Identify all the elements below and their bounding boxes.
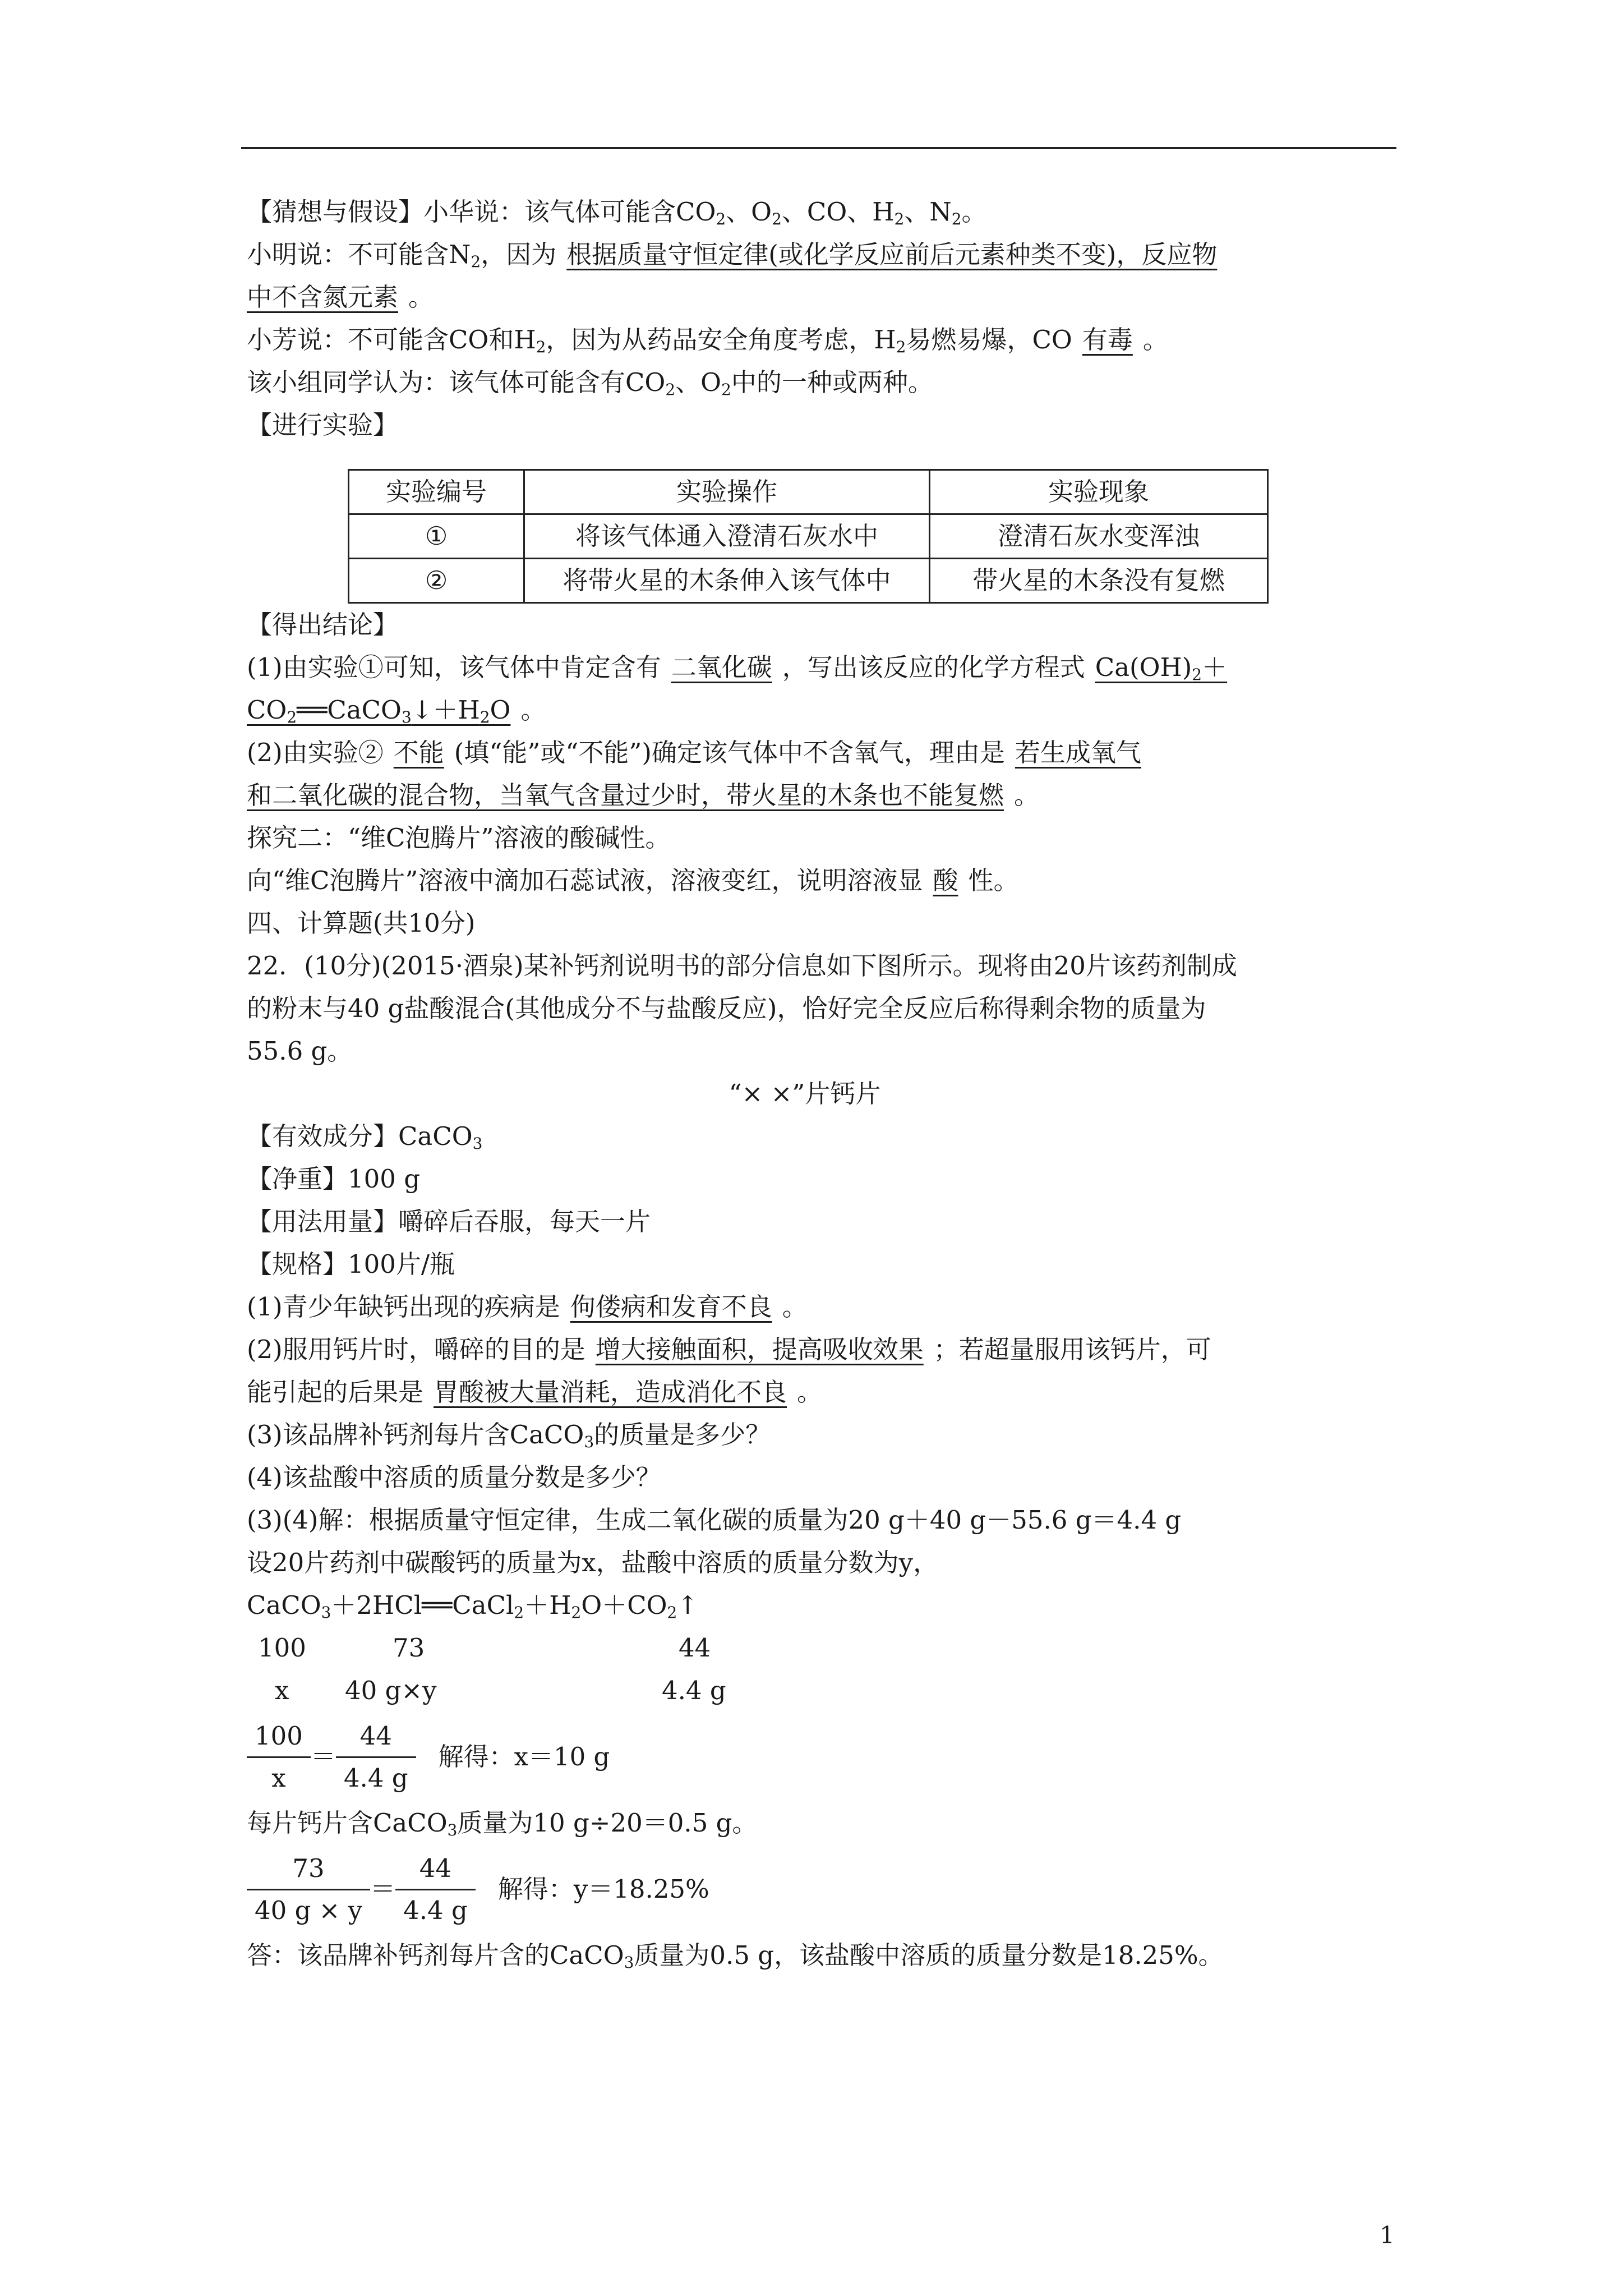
litmus-test: 向“维C泡腾片”溶液中滴加石蕊试液，溶液变红，说明溶液显 酸 性。 xyxy=(247,866,1019,895)
table-header-row: 实验编号 实验操作 实验现象 xyxy=(349,470,1268,514)
table-row: ② 将带火星的木条伸入该气体中 带火星的木条没有复燃 xyxy=(349,559,1268,603)
label-ingredient: 【有效成分】CaCO$_3$ xyxy=(247,1121,483,1153)
part-4: (4)该盐酸中溶质的质量分数是多少？ xyxy=(247,1462,661,1492)
part-3: (3)该品牌补钙剂每片含CaCO$_3$的质量是多少？ xyxy=(247,1420,771,1451)
answer-blank: 酸 xyxy=(933,866,958,895)
equation-blank: $Ca(OH)_2+$ xyxy=(1095,652,1228,684)
reaction-equation: $CaCO_3+2HCl══CaCl_2+H_2O+CO_2↑$ xyxy=(247,1590,699,1622)
answer-blank: 有毒 xyxy=(1082,325,1133,355)
solution-line-2: 设20片药剂中碳酸钙的质量为x，盐酸中溶质的质量分数为y， xyxy=(247,1548,939,1577)
label-spec: 【规格】100片/瓶 xyxy=(247,1249,455,1279)
hypothesis-xiaoming: 小明说：不可能含$N_2$，因为 根据质量守恒定律(或化学反应前后元素种类不变)，反应物 xyxy=(247,233,1396,276)
per-tablet-result: 每片钙片含CaCO$_3$质量为10 g÷20＝0.5 g。 xyxy=(247,1808,758,1839)
conclusion-heading: 【得出结论】 xyxy=(247,610,399,639)
hypothesis-xiaohua: 【猜想与假设】小华说：该气体可能含$CO_2$、$O_2$、CO、$H_2$、$N_2$。 xyxy=(247,197,987,228)
solution-line-1: (3)(4)解：根据质量守恒定律，生成二氧化碳的质量为20 g＋40 g－55.6 g＝4.4 g xyxy=(247,1505,1182,1535)
answer-blank: 佝偻病和发育不良 xyxy=(570,1292,772,1322)
answer-blank: 根据质量守恒定律(或化学反应前后元素种类不变)，反应物 xyxy=(566,240,1218,269)
answer-blank: 不能 xyxy=(393,738,444,767)
conclusion-q1: (1)由实验①可知，该气体中肯定含有 二氧化碳 ，写出该反应的化学方程式 $Ca(OH)_2+$ xyxy=(247,646,1396,689)
experiment-table xyxy=(348,469,1269,604)
part-2: (2)服用钙片时，嚼碎的目的是 增大接触面积，提高吸收效果 ；若超量服用该钙片，可 xyxy=(247,1335,1211,1364)
header-rule xyxy=(241,147,1396,149)
quantity-row: x 40 g×y 4.4 g xyxy=(275,1676,726,1705)
answer-blank: 胃酸被大量消耗，造成消化不良 xyxy=(434,1377,787,1407)
answer-blank: 增大接触面积，提高吸收效果 xyxy=(595,1335,924,1364)
document-body: 【猜想与假设】小华说：该气体可能含$CO_2$、$O_2$、CO、$H_2$、$N_2$。 小明说：不可能含$N_2$，因为 根据质量守恒定律(或化学反应前后元素种类不变)，反应物 中不含氮元素 。 小芳说：不可能含CO和$H_2$，因为从药品安全角度考虑，$H_2$易燃易爆，CO 有毒 。 该小组同学认为：该气体可能含有$CO_2$、$O_2$中的一种或两种。 【进行实验】 实验编号 实验操作 实验现象 ① 将该气体通入澄清石灰水中 澄清石灰水变浑浊 ② 将带火星的木条伸入该气体中 带火星的木条没有复燃 【得出结论】 (1)由实验①可知，该气体中肯定含有 二氧化碳 ，写出该反应的化学方程式 $Ca(OH)_2+$ $CO_2══CaCO_3↓+H_2O$ 。 (2)由实验② 不能 (填“能”或“不能”)确定该气体中不含氧气，理由是 若生成氧气 和二氧化碳的混合物，当氧气含量过少时，带火星的木条也不能复燃 。 探究二：“维C泡腾片”溶液的酸碱性。 向“维C泡腾片”溶液中滴加石蕊试液，溶液变红，说明溶液显 酸 性。 四、计算题(共10分) 22．(10分)(2015·酒泉)某补钙剂说明书的部分信息如下图所示。现将由20片该药剂制成 的粉末与40 g盐酸混合(其他成分不与盐酸反应)，恰好完全反应后称得剩余物的质量为 55.6 g。 “× ×”片钙片 【有效成分】CaCO$_3$ 【净重】100 g 【用法用量】嚼碎后吞服，每天一片 【规格】100片/瓶 (1)青少年缺钙出现的疾病是 佝偻病和发育不良 。 (2)服用钙片时，嚼碎的目的是 增大接触面积，提高吸收效果 ；若超量服用该钙片，可 能引起的后果是 胃酸被大量消耗，造成消化不良 。 (3)该品牌补钙剂每片含CaCO$_3$的质量是多少？ (4)该盐酸中溶质的质量分数是多少？ (3)(4)解：根据质量守恒定律，生成二氧化碳的质量为20 g＋40 g－55.6 g＝4.4 g 设20片药剂中碳酸钙的质量为x，盐酸中溶质的质量分数为y， $CaCO_3+2HCl══CaCl_2+H_2O+CO_2↑$ 100 73 44 x 40 g×y 4.4 g $\frac{100}{x}$ ＝ $\frac{44}{4.4 g}$ 解得：x＝10 g 每片钙片含CaCO$_3$质量为10 g÷20＝0.5 g。 $\frac{73}{40 g \times y}$ ＝ $\frac{44}{4.4 g}$ 解得：y＝18.25% 答：该品牌补钙剂每片含的CaCO$_3$质量为0.5 g，该盐酸中溶质的质量分数是18.25%。 xyxy=(247,191,1396,1977)
part-1: (1)青少年缺钙出现的疾病是 佝偻病和发育不良 。 xyxy=(247,1292,808,1322)
proportion-x: $\frac{100}{x}$ ＝ $\frac{44}{4.4 g}$ 解得：x＝10 g xyxy=(247,1712,1396,1802)
answer-blank: 二氧化碳 xyxy=(671,652,772,682)
answer-blank: 若生成氧气 xyxy=(1015,738,1141,767)
proportion-y: $\frac{73}{40 g \times y}$ ＝ $\frac{44}{4.4 g}$ 解得：y＝18.25% xyxy=(247,1844,1396,1934)
label-net-weight: 【净重】100 g xyxy=(247,1164,421,1194)
label-title: “× ×”片钙片 xyxy=(728,1079,881,1108)
conclusion-q2: (2)由实验② 不能 (填“能”或“不能”)确定该气体中不含氧气，理由是 若生成氧气 xyxy=(247,731,1396,774)
explore-two: 探究二：“维C泡腾片”溶液的酸碱性。 xyxy=(247,823,671,853)
hypothesis-xiaofang: 小芳说：不可能含CO和$H_2$，因为从药品安全角度考虑，$H_2$易燃易爆，CO 有毒 。 xyxy=(247,325,1168,356)
table-row: ① 将该气体通入澄清石灰水中 澄清石灰水变浑浊 xyxy=(349,514,1268,559)
answer-blank: 中不含氮元素 xyxy=(247,282,399,312)
final-answer: 答：该品牌补钙剂每片含的CaCO$_3$质量为0.5 g，该盐酸中溶质的质量分数是18.25%。 xyxy=(247,1940,1224,1972)
equation-blank: $CO_2══CaCO_3↓+H_2O$ xyxy=(247,695,511,726)
experiment-heading: 【进行实验】 xyxy=(247,410,399,440)
molar-mass-row: 100 73 44 xyxy=(258,1633,711,1663)
hypothesis-group: 该小组同学认为：该气体可能含有$CO_2$、$O_2$中的一种或两种。 xyxy=(247,367,933,399)
section-heading: 四、计算题(共10分) xyxy=(247,908,476,938)
question-22: 22．(10分)(2015·酒泉)某补钙剂说明书的部分信息如下图所示。现将由20片该药剂制成 xyxy=(247,951,1237,981)
page-number: 1 xyxy=(1380,2221,1395,2249)
label-usage: 【用法用量】嚼碎后吞服，每天一片 xyxy=(247,1207,651,1236)
answer-blank: 和二氧化碳的混合物，当氧气含量过少时，带火星的木条也不能复燃 xyxy=(247,780,1004,810)
